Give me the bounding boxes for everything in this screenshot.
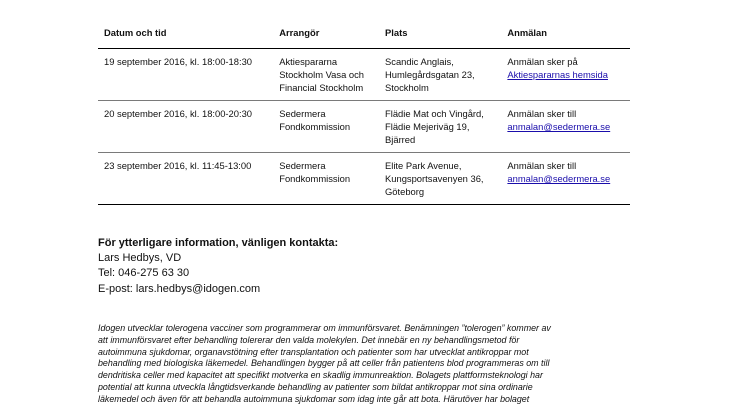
description-line: Idogen utvecklar tolerogena vacciner som programmerar om immunförsvaret. Benämningen ”tolerogen” kommer av bbox=[98, 323, 551, 333]
event-place bbox=[379, 101, 501, 153]
event-place bbox=[379, 153, 501, 205]
description-line: läkemedel och även för att behandla autoimmuna sjukdomar som idag inte går att bota. Härutöver har bolaget bbox=[98, 393, 530, 404]
contact-email: E-post: lars.hedbys@idogen.com bbox=[98, 282, 261, 295]
organizer-line: Fondkommission bbox=[279, 173, 351, 184]
place-line: Bjärred bbox=[385, 134, 416, 145]
table-row bbox=[98, 49, 630, 101]
header-organizer: Arrangör bbox=[273, 20, 379, 49]
table-header-row bbox=[98, 20, 630, 49]
table-row bbox=[98, 101, 630, 153]
description-line: att immunförsvaret efter behandling tolererar den valda molekylen. Det innebär en ny behandlingsmetod för bbox=[98, 334, 520, 345]
registration-email-link[interactable]: anmalan@sedermera.se bbox=[507, 173, 611, 184]
header-date: Datum och tid bbox=[98, 20, 273, 49]
contact-block bbox=[98, 236, 338, 297]
place-line: Flädie Mejeriväg 19, bbox=[385, 121, 470, 132]
header-registration: Anmälan bbox=[501, 20, 630, 49]
registration-text: Anmälan sker på bbox=[507, 56, 578, 67]
place-line: Flädie Mat och Vingård, bbox=[385, 108, 484, 119]
contact-heading: För ytterligare information, vänligen kontakta: bbox=[98, 237, 339, 249]
registration-email-link[interactable]: anmalan@sedermera.se bbox=[507, 121, 611, 132]
company-description bbox=[98, 323, 634, 406]
registration-link[interactable]: Aktiespararnas hemsida bbox=[507, 69, 608, 80]
event-date: 19 september 2016, kl. 18:00-18:30 bbox=[98, 49, 273, 101]
event-organizer bbox=[273, 153, 379, 205]
event-organizer bbox=[273, 49, 379, 101]
place-line: Kungsportsavenyen 36, bbox=[385, 173, 484, 184]
event-registration bbox=[501, 101, 630, 153]
contact-phone: Tel: 046-275 63 30 bbox=[98, 267, 190, 280]
event-organizer bbox=[273, 101, 379, 153]
organizer-line: Fondkommission bbox=[279, 121, 351, 132]
place-line: Scandic Anglais, bbox=[385, 56, 454, 67]
table-row bbox=[98, 153, 630, 205]
event-date: 23 september 2016, kl. 11:45-13:00 bbox=[98, 153, 273, 205]
place-line: Elite Park Avenue, bbox=[385, 160, 462, 171]
description-line: autoimmuna sjukdomar, organavstötning efter transplantation och patienter som har utvecklat antikroppar mot bbox=[98, 346, 529, 357]
event-place bbox=[379, 49, 501, 101]
place-line: Göteborg bbox=[385, 186, 425, 197]
header-place: Plats bbox=[379, 20, 501, 49]
event-registration bbox=[501, 49, 630, 101]
place-line: Humlegårdsgatan 23, bbox=[385, 69, 475, 80]
event-registration bbox=[501, 153, 630, 205]
description-line: dendritiska celler med kapacitet att specifikt motverka en skadlig immunreaktion. Bolagets plattformsteknologi har bbox=[98, 370, 543, 381]
organizer-line: Financial Stockholm bbox=[279, 82, 364, 93]
place-line: Stockholm bbox=[385, 82, 429, 93]
registration-text: Anmälan sker till bbox=[507, 160, 577, 171]
organizer-line: Sedermera bbox=[279, 108, 326, 119]
description-line: potential att kunna utveckla långtidsverkande behandling av patienter som bildat antikroppar mot sina ordinarie bbox=[98, 381, 533, 392]
registration-text: Anmälan sker till bbox=[507, 108, 577, 119]
events-table bbox=[98, 20, 630, 205]
organizer-line: Stockholm Vasa och bbox=[279, 69, 364, 80]
description-line: behandling med biologiska läkemedel. Behandlingen bygger på att celler från patientens blod programmeras om till bbox=[98, 358, 550, 369]
organizer-line: Aktiespararna bbox=[279, 56, 338, 67]
organizer-line: Sedermera bbox=[279, 160, 326, 171]
contact-name: Lars Hedbys, VD bbox=[98, 252, 182, 265]
event-date: 20 september 2016, kl. 18:00-20:30 bbox=[98, 101, 273, 153]
